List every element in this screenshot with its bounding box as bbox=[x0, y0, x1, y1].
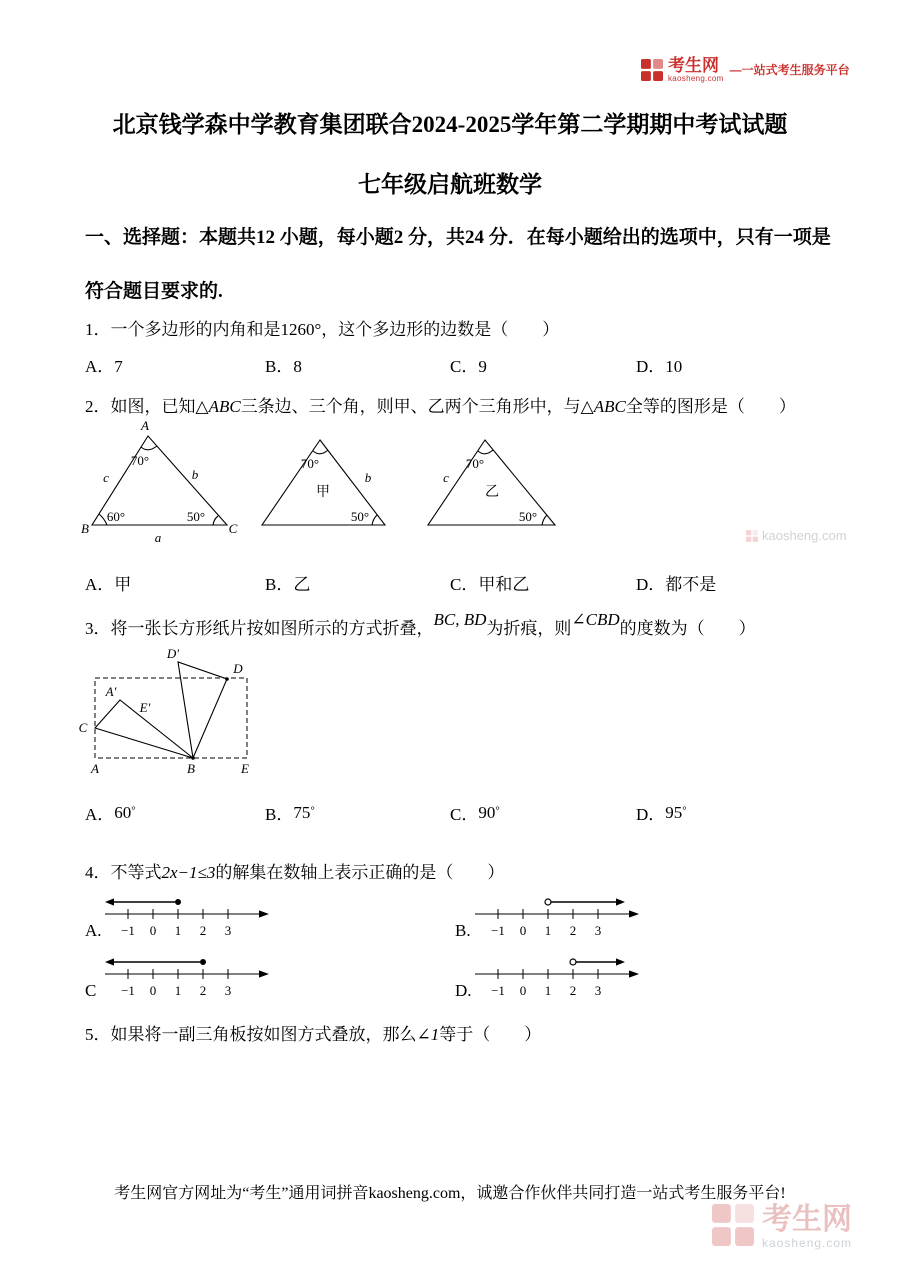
q3-option-c-prefix: C． bbox=[450, 805, 479, 824]
kaosheng-grid-icon-faded bbox=[746, 530, 758, 542]
q5-stem-math: ∠1 bbox=[416, 1025, 440, 1044]
q2-stem-math-2: ABC bbox=[593, 397, 626, 416]
kaosheng-grid-icon bbox=[641, 59, 663, 81]
q3-option-c-value: 90 bbox=[478, 803, 496, 822]
side-label-a: a bbox=[154, 530, 162, 545]
degree-sign: ° bbox=[310, 804, 315, 817]
tick-label: 0 bbox=[519, 923, 527, 938]
rectangle-dashed bbox=[95, 678, 247, 758]
question-2-options bbox=[0, 570, 900, 596]
axis-arrow-right bbox=[259, 970, 269, 977]
q1-option-a: A．7 bbox=[85, 357, 123, 376]
q1-option-d: D．10 bbox=[636, 357, 683, 376]
tick-label: −1 bbox=[491, 983, 505, 998]
question-1-stem: 1．一个多边形的内角和是1260°，这个多边形的边数是（ ） bbox=[85, 320, 560, 339]
tick-label: 1 bbox=[544, 923, 552, 938]
tick-label: 2 bbox=[199, 983, 207, 998]
label-E-prime: E′ bbox=[139, 700, 151, 715]
q3-option-d bbox=[636, 800, 687, 825]
angle-label-50-abc: 50° bbox=[186, 509, 206, 524]
angle-label-70-abc: 70° bbox=[130, 453, 150, 468]
label-A: A bbox=[91, 761, 99, 776]
vertex-label-C: C bbox=[228, 521, 238, 536]
q3-option-b-prefix: B． bbox=[265, 805, 294, 824]
question-4-stem bbox=[85, 858, 504, 883]
tick-label: −1 bbox=[121, 923, 135, 938]
closed-dot bbox=[200, 959, 206, 965]
q4-stem-math: 2x−1≤3 bbox=[161, 863, 216, 882]
brand-domain: kaosheng.com bbox=[668, 73, 724, 83]
ray-arrow-right bbox=[616, 958, 625, 965]
q2-option-c: C．甲和乙 bbox=[450, 575, 530, 594]
q3-option-d-prefix: D． bbox=[636, 805, 666, 824]
degree-sign: ° bbox=[131, 804, 136, 817]
q3-option-a bbox=[85, 800, 136, 825]
q3-stem-math-1: BC, BD bbox=[433, 610, 487, 629]
tick-label: 3 bbox=[594, 923, 602, 938]
q1-option-c: C．9 bbox=[450, 357, 487, 376]
label-D-prime: D′ bbox=[166, 646, 180, 661]
tick-label: 2 bbox=[569, 923, 577, 938]
closed-dot bbox=[175, 899, 181, 905]
q3-option-c bbox=[450, 800, 500, 825]
label-B: B bbox=[187, 761, 195, 776]
numberline-c-label: C bbox=[85, 981, 97, 1000]
side-label-c: c bbox=[103, 470, 109, 485]
q1-option-b: B．8 bbox=[265, 357, 302, 376]
footer-logo-brand: 考生网 bbox=[762, 1203, 852, 1236]
question-3-figure bbox=[75, 645, 265, 780]
exam-subtitle: 七年级启航班数学 bbox=[358, 172, 542, 197]
footer-logo-text-block bbox=[762, 1204, 852, 1250]
brand-name: 考生网 bbox=[668, 56, 719, 75]
side-label-b: b bbox=[191, 467, 199, 482]
q5-stem-text-1: 5．如果将一副三角板按如图方式叠放，那么 bbox=[85, 1025, 417, 1044]
section-heading-line1: 一、选择题：本题共12 小题，每小题2 分，共24 分．在每小题给出的选项中，只有一项是 bbox=[85, 227, 831, 248]
label-E: E bbox=[241, 761, 249, 776]
kaosheng-watermark bbox=[746, 528, 847, 543]
angle-label-50-yi: 50° bbox=[518, 509, 538, 524]
tick-label: −1 bbox=[121, 983, 135, 998]
tick-label: 0 bbox=[519, 983, 527, 998]
brand-tagline: —一站式考生服务平台 bbox=[729, 63, 850, 78]
numberline-b bbox=[473, 892, 643, 940]
q3-option-b bbox=[265, 800, 315, 825]
footer-text: 考生网官方网址为“考生”通用词拼音kaosheng.com，诚邀合作伙伴共同打造一站式考生服务平台! bbox=[114, 1185, 786, 1202]
numberline-d bbox=[473, 952, 643, 1000]
point-D bbox=[225, 677, 229, 681]
q2-stem-text-1: 2．如图，已知△ bbox=[85, 397, 209, 416]
numberline-a bbox=[103, 892, 273, 940]
tick-label: 0 bbox=[149, 983, 157, 998]
numberline-c bbox=[103, 952, 273, 1000]
angle-label-70-yi: 70° bbox=[465, 456, 485, 471]
q3-stem-text-2: 为折痕，则 bbox=[486, 619, 572, 638]
tick-label: 3 bbox=[594, 983, 602, 998]
q3-option-a-value: 60 bbox=[114, 803, 132, 822]
side-label-c-yi: c bbox=[443, 470, 449, 485]
degree-sign: ° bbox=[495, 804, 500, 817]
tick-label: 1 bbox=[544, 983, 552, 998]
exam-title: 北京钱学森中学教育集团联合2024-2025学年第二学期期中考试试题 bbox=[112, 112, 788, 137]
q2-option-a: A．甲 bbox=[85, 575, 132, 594]
tick-label: 3 bbox=[224, 923, 232, 938]
angle-label-50-jia: 50° bbox=[350, 509, 370, 524]
q4-stem-text-2: 的解集在数轴上表示正确的是（ ） bbox=[215, 863, 505, 882]
tick-label: 3 bbox=[224, 983, 232, 998]
vertex-label-B: B bbox=[81, 521, 89, 536]
angle-label-70-jia: 70° bbox=[300, 456, 320, 471]
point-B bbox=[191, 756, 195, 760]
degree-sign: ° bbox=[682, 804, 687, 817]
q2-stem-math-1: ABC bbox=[208, 397, 241, 416]
side-label-b-jia: b bbox=[364, 470, 372, 485]
ray-arrow-left bbox=[105, 898, 114, 905]
axis-arrow-right bbox=[629, 970, 639, 977]
tick-label: 2 bbox=[199, 923, 207, 938]
label-D: D bbox=[233, 661, 243, 676]
open-dot bbox=[570, 959, 576, 965]
fold-lines bbox=[95, 662, 227, 758]
footer-logo-domain: kaosheng.com bbox=[762, 1235, 853, 1250]
axis-arrow-right bbox=[629, 910, 639, 917]
triangle-yi-name: 乙 bbox=[485, 485, 499, 500]
question-2-stem bbox=[85, 392, 796, 417]
q3-stem-text-1: 3．将一张长方形纸片按如图所示的方式折叠， bbox=[85, 619, 434, 638]
brand-text-block bbox=[668, 57, 724, 83]
q3-option-a-prefix: A． bbox=[85, 805, 115, 824]
numberline-d-label: D. bbox=[455, 981, 472, 1000]
axis-arrow-right bbox=[259, 910, 269, 917]
ray-arrow-left bbox=[105, 958, 114, 965]
q3-stem-text-3: 的度数为（ ） bbox=[619, 619, 756, 638]
tick-label: 0 bbox=[149, 923, 157, 938]
kaosheng-grid-icon-large bbox=[712, 1204, 754, 1246]
tick-label: 1 bbox=[174, 983, 182, 998]
watermark-domain: kaosheng.com bbox=[762, 528, 847, 543]
question-1-options bbox=[0, 352, 900, 378]
label-C: C bbox=[78, 720, 88, 735]
question-3-stem bbox=[85, 610, 756, 639]
tick-label: −1 bbox=[491, 923, 505, 938]
q3-stem-math-2: ∠CBD bbox=[571, 610, 620, 629]
vertex-label-A: A bbox=[141, 418, 149, 433]
section-heading-line2: 符合题目要求的. bbox=[85, 281, 223, 302]
q2-stem-text-3: 全等的图形是（ ） bbox=[625, 397, 796, 416]
q2-stem-text-2: 三条边、三个角，则甲、乙两个三角形中，与△ bbox=[240, 397, 594, 416]
ray-arrow-right bbox=[616, 898, 625, 905]
q3-option-d-value: 95 bbox=[665, 803, 683, 822]
q3-option-b-value: 75 bbox=[293, 803, 311, 822]
question-5-stem bbox=[85, 1020, 541, 1045]
label-A-prime: A′ bbox=[105, 684, 117, 699]
kaosheng-header-logo bbox=[641, 57, 850, 83]
kaosheng-footer-logo bbox=[712, 1204, 852, 1250]
q2-option-b: B．乙 bbox=[265, 575, 311, 594]
numberline-b-label: B. bbox=[455, 921, 471, 940]
open-dot bbox=[545, 899, 551, 905]
angle-label-60-abc: 60° bbox=[106, 509, 126, 524]
tick-label: 2 bbox=[569, 983, 577, 998]
question-2-figure bbox=[80, 418, 580, 548]
q4-stem-text-1: 4．不等式 bbox=[85, 863, 162, 882]
q5-stem-text-2: 等于（ ） bbox=[439, 1025, 542, 1044]
q2-option-d: D．都不是 bbox=[636, 575, 717, 594]
triangle-jia-name: 甲 bbox=[316, 485, 330, 500]
question-3-options bbox=[0, 800, 900, 826]
numberline-a-label: A. bbox=[85, 921, 102, 940]
tick-label: 1 bbox=[174, 923, 182, 938]
